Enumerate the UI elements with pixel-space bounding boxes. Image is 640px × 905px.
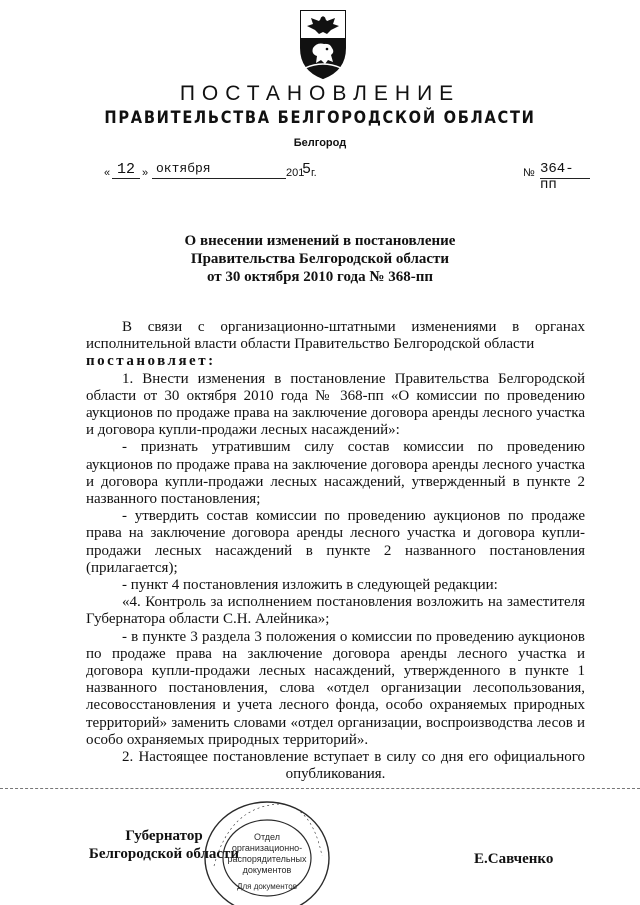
clause-paragraph: «4. Контроль за исполнением постановления возложить на заместителя Губернатора области С.Н. Алейника»;	[86, 594, 585, 628]
date-open-quote: «	[104, 167, 111, 179]
date-number-line	[104, 161, 594, 193]
number-label: №	[523, 167, 535, 179]
date-month: октября	[152, 161, 286, 179]
date-year-suffix: г.	[311, 167, 317, 179]
clause-paragraph: - пункт 4 постановления изложить в следующей редакции:	[122, 577, 498, 594]
date-year-digit: 5	[302, 161, 312, 178]
issuing-authority: ПРАВИТЕЛЬСТВА БЕЛГОРОДСКОЙ ОБЛАСТИ	[104, 108, 536, 128]
city-name: Белгород	[293, 137, 347, 149]
coat-of-arms-emblem	[297, 8, 349, 80]
stamp-text-line: распорядительных	[227, 854, 307, 864]
stamp-text-line: документов	[242, 865, 292, 875]
clause-paragraph: - признать утратившим силу состав комиссии по проведению аукционов по продаже права на заключение договора аренды лесного участка и договора купли-продажи лесных насаждений, утвержденный в пункте 2 названного постановления;	[86, 439, 585, 508]
heading-line: О внесении изменений в постановление	[184, 233, 456, 249]
signatory-title-line: Губернатор	[125, 828, 203, 844]
date-close-quote: »	[142, 167, 149, 179]
clause-paragraph: 2. Настоящее постановление вступает в силу со дня его официального опубликования.	[122, 749, 585, 783]
intro-paragraph: В связи с организационно-штатными изменениями в органах исполнительной власти области Правительство Белгородской области	[86, 319, 585, 353]
office-stamp	[200, 796, 334, 905]
clause-paragraph: - утвердить состав комиссии по проведению аукционов по продаже права на заключение договора аренды лесного участка и договора купли-продажи лесных насаждений в пункте 2 названного постановления (прилагается);	[86, 508, 585, 576]
decree-word: постановляет:	[86, 353, 216, 370]
clause-paragraph: 1. Внести изменения в постановление Правительства Белгородской области от 30 октября 2010 года № 368-пп «О комиссии по проведению аукционов по продаже права на заключение договора аренды лесного участка и договора купли-продажи лесных насаждений»:	[86, 370, 585, 439]
signatory-name: Е.Савченко	[474, 851, 554, 867]
stamp-text-line: организационно-	[231, 843, 303, 853]
stamp-text-line: Отдел	[253, 832, 281, 842]
page-divider	[0, 788, 640, 789]
stamp-text-line: Для документов	[237, 882, 297, 891]
document-body	[86, 319, 585, 783]
heading-line: от 30 октября 2010 года № 368-пп	[206, 269, 433, 285]
document-number: 364-пп	[540, 161, 590, 179]
document-heading	[0, 232, 640, 286]
date-day: 12	[112, 161, 140, 179]
clause-paragraph: - в пункте 3 раздела 3 положения о комиссии по проведению аукционов по продаже права на заключение договора аренды лесного участка и договора купли-продажи лесных насаждений, утвержденного в пункте 1 названного постановления, слова «отдел организации лесопользования, лесовосстановления и учета лесного фонда, особо охраняемых природных территорий» заменить словами «отдел организации, воспроизводства лесов и особо охраняемых природных территорий».	[86, 628, 585, 748]
heading-line: Правительства Белгородской области	[190, 251, 450, 267]
document-type-title: ПОСТАНОВЛЕНИЕ	[179, 82, 461, 105]
date-year-prefix: 201	[286, 167, 305, 179]
signatory-title-line: Белгородской области	[88, 846, 240, 862]
decree-paragraph	[86, 353, 585, 370]
